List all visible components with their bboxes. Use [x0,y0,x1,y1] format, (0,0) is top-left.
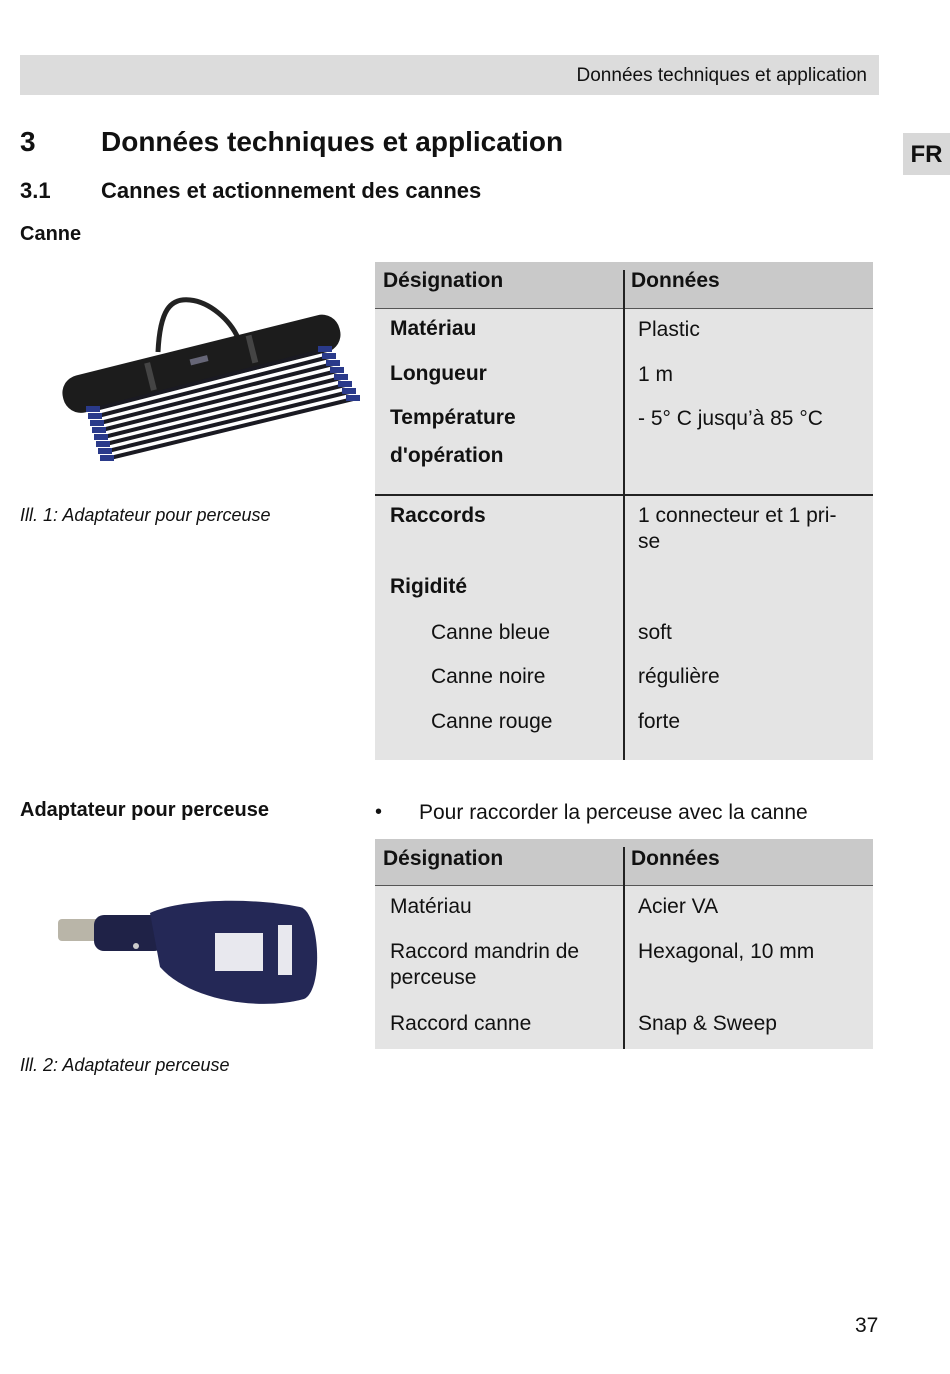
row-value-canne-noire: régulière [638,665,720,688]
page-number: 37 [855,1314,879,1337]
row-label-raccord-canne: Raccord canne [390,1012,532,1035]
row-label-canne-bleue: Canne bleue [431,621,551,644]
section-number: 3 [20,126,36,157]
running-header [20,55,879,95]
table2-header-donnees: Données [631,847,720,870]
subsection-title: Cannes et actionnement des cannes [101,178,482,203]
figure-1-caption: Ill. 1: Adaptateur pour perceuse [20,505,271,525]
row-value-raccord-canne: Snap & Sweep [638,1012,777,1035]
bullet-icon: • [375,801,383,823]
row-value-canne-bleue: soft [638,621,672,644]
section-title: Données techniques et application [101,126,564,157]
table2-header-designation: Désignation [383,847,504,870]
canne-heading: Canne [20,223,82,245]
table-header-donnees: Données [631,269,720,292]
row-label-temperature-line2: d'opération [390,444,504,467]
row-label-temperature: Température [390,406,516,429]
row-label-rigidite: Rigidité [390,575,467,598]
row-label-materiau: Matériau [390,317,477,340]
row-label-raccord-mandrin-line2: perceuse [390,966,477,989]
row-label-materiau: Matériau [390,895,472,918]
row-value-materiau: Plastic [638,318,700,341]
running-header-title: Données techniques et application [576,65,867,86]
row-value-raccords: 1 connecteur et 1 pri- [638,504,837,527]
row-label-longueur: Longueur [390,362,487,385]
adaptateur-heading: Adaptateur pour perceuse [20,799,269,821]
subsection-number: 3.1 [20,178,51,203]
figure-2-caption: Ill. 2: Adaptateur perceuse [20,1055,230,1075]
table-header-designation: Désignation [383,269,504,292]
row-value-raccord-mandrin: Hexagonal, 10 mm [638,940,815,963]
row-label-raccords: Raccords [390,504,486,527]
row-label-canne-rouge: Canne rouge [431,710,553,733]
row-value-canne-rouge: forte [638,710,681,733]
rods-bag-image [50,290,370,490]
language-tab: FR [903,133,950,175]
drill-adapter-image [50,895,330,1010]
row-label-raccord-mandrin: Raccord mandrin de [390,940,580,963]
row-value-materiau: Acier VA [638,895,719,918]
row-value-temperature: - 5° C jusqu’à 85 °C [638,407,823,430]
row-label-canne-noire: Canne noire [431,665,546,688]
bullet-text: Pour raccorder la perceuse avec la canne [419,801,808,824]
row-value-longueur: 1 m [638,363,674,386]
row-value-raccords-line2: se [638,530,661,553]
